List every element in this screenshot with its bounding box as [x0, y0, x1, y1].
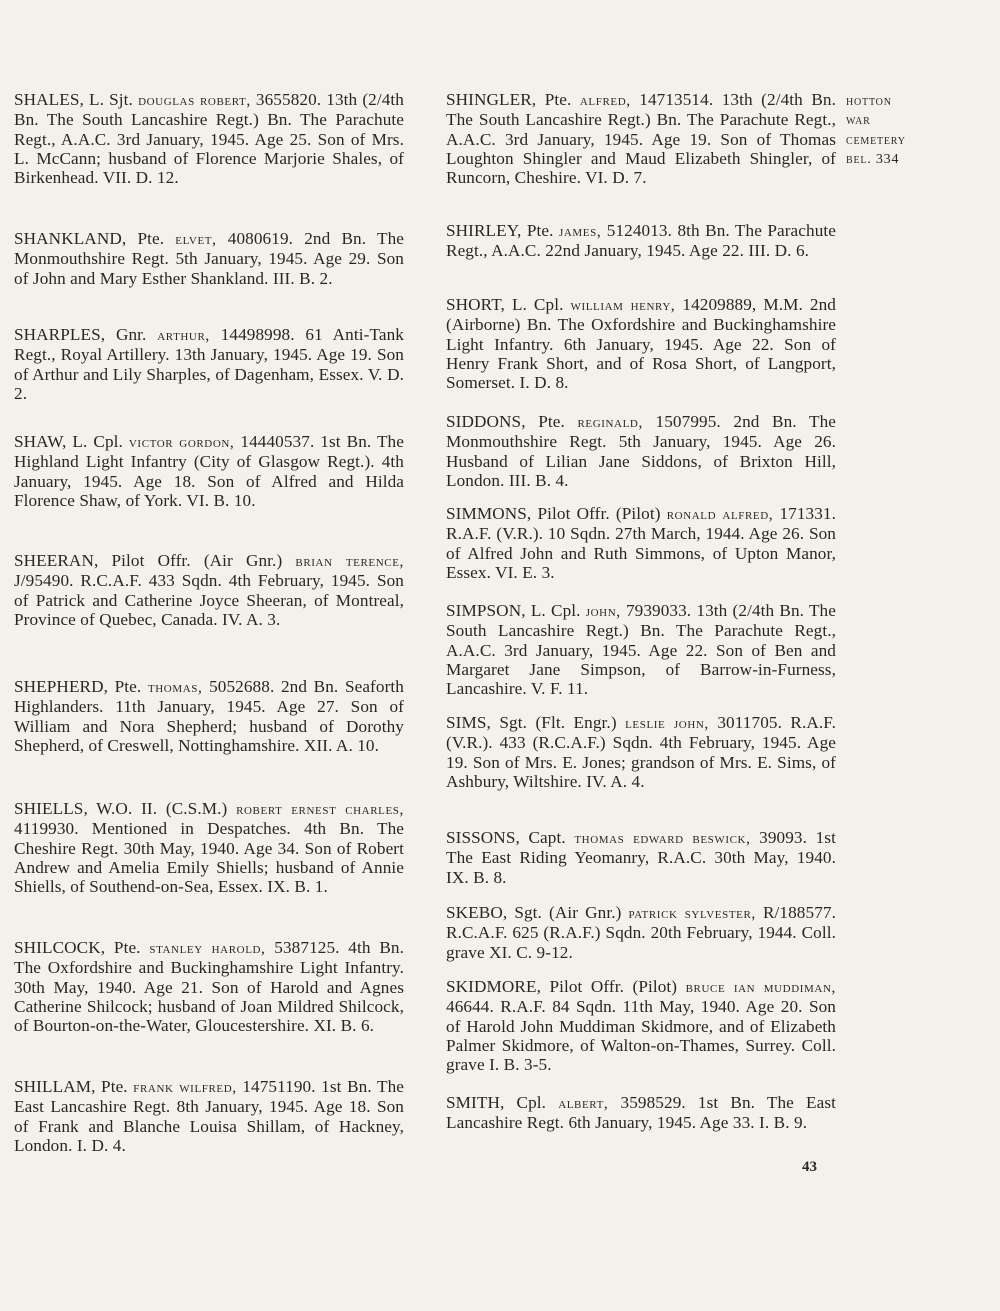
entry-simmons: SIMMONS, Pilot Offr. (Pilot) ronald alfred, 171331. R.A.F. (V.R.). 10 Sqdn. 27th March, 1944. Age 26. Son of Alfred John and Ruth Simmons, of Upton Manor, Essex. VI. E. 3.	[446, 504, 836, 582]
entry-shirley: SHIRLEY, Pte. james, 5124013. 8th Bn. The Parachute Regt., A.A.C. 22nd January, 1945. Age 22. III. D. 6.	[446, 221, 837, 261]
entry-skidmore: SKIDMORE, Pilot Offr. (Pilot) bruce ian muddiman, 46644. R.A.F. 84 Sqdn. 11th May, 1940. Age 20. Son of Harold John Muddiman Skidmore, and of Elizabeth Palmer Skidmore, of Walton-on-Thames, Surrey. Coll. grave I. B. 3-5.	[446, 977, 836, 1075]
margin-note-line: bel. 334	[846, 151, 900, 167]
entry-sheeran: SHEERAN, Pilot Offr. (Air Gnr.) brian terence, J/95490. R.C.A.F. 433 Sqdn. 4th February, 1945. Son of Patrick and Catherine Joyce Sheeran, of Montreal, Province of Quebec, Canada. IV. A. 3.	[14, 551, 404, 629]
entry-simpson: SIMPSON, L. Cpl. john, 7939033. 13th (2/4th Bn. The South Lancashire Regt.) Bn. The Parachute Regt., A.A.C. 3rd January, 1945. Age 22. Son of Ben and Margaret Jane Simpson, of Barrow-in-Furness, Lancashire. V. F. 11.	[446, 601, 836, 699]
page-number: 43	[802, 1159, 817, 1175]
entry-shaw: SHAW, L. Cpl. victor gordon, 14440537. 1st Bn. The Highland Light Infantry (City of Glasgow Regt.). 4th January, 1945. Age 18. Son of Alfred and Hilda Florence Shaw, of York. VI. B. 10.	[14, 432, 404, 510]
entry-shingler: SHINGLER, Pte. alfred, 14713514. 13th (2/4th Bn. The South Lancashire Regt.) Bn. The Parachute Regt., A.A.C. 3rd January, 1945. Age 19. Son of Thomas Loughton Shingler and Maud Elizabeth Shingler, of Runcorn, Cheshire. VI. D. 7.	[446, 90, 836, 188]
entry-sims: SIMS, Sgt. (Flt. Engr.) leslie john, 3011705. R.A.F. (V.R.). 433 (R.C.A.F.) Sqdn. 4th February, 1945. Age 19. Son of Mrs. E. Jones; grandson of Mrs. E. Sims, of Ashbury, Wiltshire. IV. A. 4.	[446, 713, 836, 791]
margin-note-line: war	[846, 113, 871, 129]
entry-sissons: SISSONS, Capt. thomas edward beswick, 39093. 1st The East Riding Yeomanry, R.A.C. 30th May, 1940. IX. B. 8.	[446, 828, 836, 887]
margin-note-line: cemetery	[846, 132, 906, 148]
entry-shilcock: SHILCOCK, Pte. stanley harold, 5387125. 4th Bn. The Oxfordshire and Buckinghamshire Light Infantry. 30th May, 1940. Age 21. Son of Harold and Agnes Catherine Shilcock; husband of Joan Mildred Shilcock, of Bourton-on-the-Water, Gloucestershire. XI. B. 6.	[14, 938, 404, 1036]
entry-sharples: SHARPLES, Gnr. arthur, 14498998. 61 Anti-Tank Regt., Royal Artillery. 13th January, 1945. Age 19. Son of Arthur and Lily Sharples, of Dagenham, Essex. V. D. 2.	[14, 325, 404, 403]
entry-siddons: SIDDONS, Pte. reginald, 1507995. 2nd Bn. The Monmouthshire Regt. 5th January, 1945. Age 26. Husband of Lilian Jane Siddons, of Brixton Hill, London. III. B. 4.	[446, 412, 836, 490]
entry-shillam: SHILLAM, Pte. frank wilfred, 14751190. 1st Bn. The East Lancashire Regt. 8th January, 1945. Age 18. Son of Frank and Blanche Louisa Shillam, of Hackney, London. I. D. 4.	[14, 1077, 405, 1155]
entry-shepherd: SHEPHERD, Pte. thomas, 5052688. 2nd Bn. Seaforth Highlanders. 11th January, 1945. Age 27. Son of William and Nora Shepherd; husband of Dorothy Shepherd, of Creswell, Nottinghamshire. XII. A. 10.	[14, 677, 404, 755]
entry-short: SHORT, L. Cpl. william henry, 14209889, M.M. 2nd (Airborne) Bn. The Oxfordshire and Buckinghamshire Light Infantry. 6th January, 1945. Age 22. Son of Henry Frank Short, and of Rosa Short, of Langport, Somerset. I. D. 8.	[446, 295, 836, 393]
entry-shankland: SHANKLAND, Pte. elvet, 4080619. 2nd Bn. The Monmouthshire Regt. 5th January, 1945. Age 29. Son of John and Mary Esther Shankland. III. B. 2.	[14, 229, 405, 288]
entry-smith: SMITH, Cpl. albert, 3598529. 1st Bn. The East Lancashire Regt. 6th January, 1945. Age 33. I. B. 9.	[446, 1093, 837, 1133]
entry-skebo: SKEBO, Sgt. (Air Gnr.) patrick sylvester, R/188577. R.C.A.F. 625 (R.A.F.) Sqdn. 20th February, 1944. Coll. grave XI. C. 9-12.	[446, 903, 836, 962]
entry-shiells: SHIELLS, W.O. II. (C.S.M.) robert ernest charles, 4119930. Mentioned in Despatches. 4th Bn. The Cheshire Regt. 30th May, 1940. Age 34. Son of Robert Andrew and Amelia Emily Shiells; husband of Annie Shiells, of Southend-on-Sea, Essex. IX. B. 1.	[14, 799, 404, 897]
entry-shales: SHALES, L. Sjt. douglas robert, 3655820. 13th (2/4th Bn. The South Lancashire Regt.) Bn. The Parachute Regt., A.A.C. 3rd January, 1945. Age 25. Son of Mrs. L. McCann; husband of Florence Marjorie Shales, of Birkenhead. VII. D. 12.	[14, 90, 404, 188]
cemetery-margin-note	[846, 92, 906, 169]
margin-note-line: hotton	[846, 94, 892, 109]
